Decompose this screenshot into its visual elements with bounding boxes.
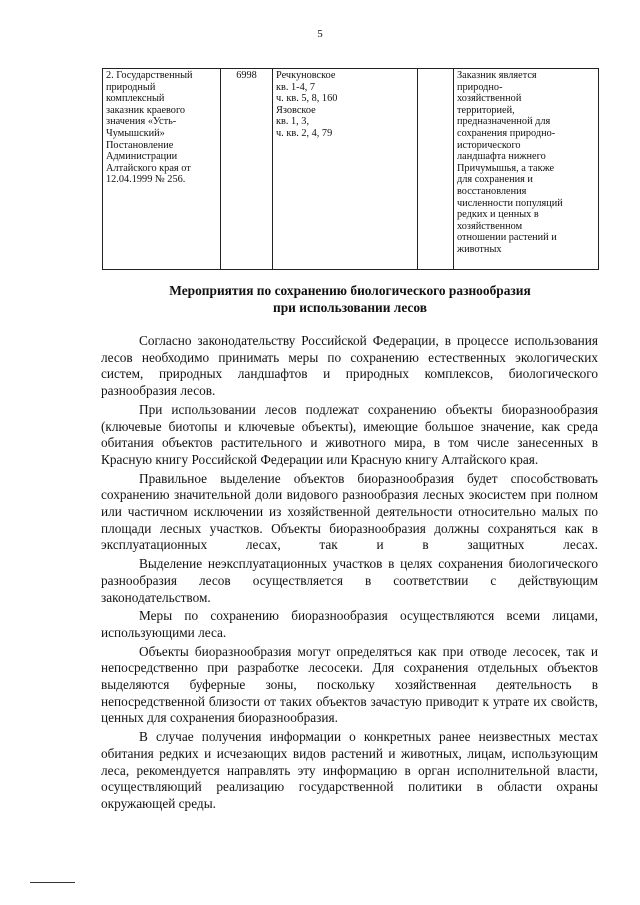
area-cell: 6998 xyxy=(221,69,273,270)
cell-line: Чумышский» xyxy=(106,127,165,139)
cell-line: редких и ценных в xyxy=(457,209,539,221)
paragraph: Согласно законодательству Российской Федерации, в процессе использования лесов необходимо принимать меры по сохранению естественных экологических систем, природных ландшафтов и природных комплексов, биологического разнообразия лесов. xyxy=(101,333,598,399)
section-title xyxy=(100,282,600,316)
paragraph: При использовании лесов подлежат сохранению объекты биоразнообразия (ключевые биотопы и ключевые объекты), имеющие большое значение, как среда обитания объектов растительного и животного мира, в том числе занесенных в Красную книгу Российской Федерации или Красную книгу Алтайского края. xyxy=(101,401,598,467)
cell-line: исторического xyxy=(457,139,521,151)
cell-line: хозяйственной xyxy=(457,93,522,105)
cell-line: природно- xyxy=(457,81,503,93)
footnote-divider xyxy=(30,882,75,883)
cell-line: Причумышья, а также xyxy=(457,162,555,174)
cell-line: хозяйственном xyxy=(457,220,523,232)
reserve-name-cell xyxy=(103,69,221,270)
section-title-line: при использовании лесов xyxy=(273,300,427,315)
section-title-line: Мероприятия по сохранению биологического разнообразия xyxy=(169,283,531,298)
paragraph: Правильное выделение объектов биоразнообразия будет способствовать сохранению значительной доли видового разнообразия лесных экосистем при полном или частичном исключении из хозяйственной деятельности относительно малых по площади лесных участков. Объекты биоразнообразия должны сохраняться как в эксплуатационных лесах, так и в защитных лесах. xyxy=(101,470,598,553)
table-row xyxy=(103,69,599,270)
cell-line: ч. кв. 2, 4, 79 xyxy=(276,127,333,139)
cell-line: Язовское xyxy=(276,104,316,116)
cell-line: 12.04.1999 № 256. xyxy=(106,174,186,186)
cell-line: комплексный xyxy=(106,93,165,105)
cell-line: заказник краевого xyxy=(106,104,186,116)
paragraph: Выделение неэксплуатационных участков в целях сохранения биологического разнообразия лесов осуществляется в соответствии с действующим законодательством. xyxy=(101,556,598,605)
cell-line: восстановления xyxy=(457,185,527,197)
location-cell xyxy=(273,69,418,270)
reserve-table xyxy=(102,68,599,270)
cell-line: ландшафта нижнего xyxy=(457,151,546,163)
cell-line: Речкуновское xyxy=(276,70,336,81)
cell-line: сохранения природно- xyxy=(457,127,556,139)
purpose-cell xyxy=(454,69,599,270)
cell-line: 2. Государственный xyxy=(106,70,193,81)
cell-line: Постановление xyxy=(106,139,174,151)
cell-line: Администрации xyxy=(106,151,178,163)
cell-line: Заказник является xyxy=(457,70,537,81)
page-number: 5 xyxy=(317,28,323,40)
cell-line: Алтайского края от xyxy=(106,162,191,174)
cell-line: животных xyxy=(457,243,502,255)
body-text xyxy=(101,333,598,815)
cell-line: отношении растений и xyxy=(457,232,557,244)
empty-cell xyxy=(418,69,454,270)
cell-line: предназначенной для xyxy=(457,116,551,128)
cell-line: численности популяций xyxy=(457,197,563,209)
cell-line: для сохранения и xyxy=(457,174,533,186)
cell-line: территорией, xyxy=(457,104,515,116)
cell-line: кв. 1-4, 7 xyxy=(276,81,316,93)
cell-line: ч. кв. 5, 8, 160 xyxy=(276,93,338,105)
paragraph: Меры по сохранению биоразнообразия осуществляются всеми лицами, использующими леса. xyxy=(101,608,598,640)
cell-line: природный xyxy=(106,81,156,93)
cell-line: кв. 1, 3, xyxy=(276,116,310,128)
paragraph: Объекты биоразнообразия могут определяться как при отводе лесосек, так и непосредственно при разработке лесосеки. Для сохранения отдельных объектов выделяются буферные зоны, поскольку хозяйственная деятельность в непосредственной близости от таких объектов зачастую приводит к утрате их свойств, ценных для сохранения биоразнообразия. xyxy=(101,643,598,726)
paragraph: В случае получения информации о конкретных ранее неизвестных местах обитания редких и исчезающих видов растений и животных, лицам, использующим леса, рекомендуется направлять эту информацию в орган исполнительной власти, осуществляющий реализацию государственной политики в области охраны окружающей среды. xyxy=(101,729,598,811)
cell-line: значения «Усть- xyxy=(106,116,177,128)
